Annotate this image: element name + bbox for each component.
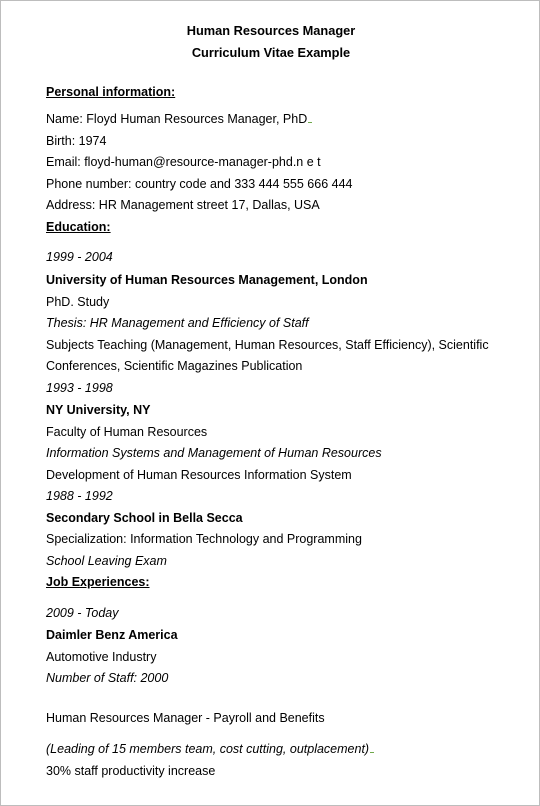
spellcheck-mark — [308, 119, 312, 123]
education-period: 1988 - 1992 — [46, 489, 113, 503]
document-subtitle: Curriculum Vitae Example — [191, 45, 351, 60]
personal-name: Name: Floyd Human Resources Manager, PhD — [46, 112, 308, 126]
personal-info-heading: Personal information: — [46, 85, 176, 99]
education-project: Development of Human Resources Information System — [46, 468, 352, 482]
job-period: 2009 - Today — [46, 606, 119, 620]
education-period: 1993 - 1998 — [46, 381, 113, 395]
document-title: Human Resources Manager — [186, 23, 356, 38]
job-industry: Automotive Industry — [46, 650, 157, 664]
spellcheck-mark — [370, 749, 374, 753]
jobs-heading: Job Experiences: — [46, 575, 150, 589]
personal-address: Address: HR Management street 17, Dallas, USA — [46, 198, 320, 212]
personal-phone: Phone number: country code and 333 444 555 666 444 — [46, 177, 353, 191]
education-school: Secondary School in Bella Secca — [46, 511, 243, 525]
education-period: 1999 - 2004 — [46, 250, 113, 264]
personal-email: Email: floyd-human@resource-manager-phd.n e t — [46, 155, 321, 169]
education-heading: Education: — [46, 220, 111, 234]
personal-birth: Birth: 1974 — [46, 134, 107, 148]
job-company: Daimler Benz America — [46, 628, 178, 642]
job-result: 30% staff productivity increase — [46, 764, 216, 778]
education-faculty: Faculty of Human Resources — [46, 425, 208, 439]
education-thesis: Thesis: HR Management and Efficiency of Staff — [46, 316, 309, 330]
education-school: University of Human Resources Management, London — [46, 273, 368, 287]
personal-name-line — [46, 111, 312, 127]
education-specialization: Specialization: Information Technology and Programming — [46, 532, 362, 546]
education-program: Information Systems and Management of Human Resources — [46, 446, 382, 460]
education-subjects-cont: Conferences, Scientific Magazines Publication — [46, 359, 303, 373]
education-degree: PhD. Study — [46, 295, 110, 309]
job-details-line — [46, 741, 374, 757]
education-subjects: Subjects Teaching (Management, Human Resources, Staff Efficiency), Scientific — [46, 338, 489, 352]
job-details: (Leading of 15 members team, cost cutting, outplacement) — [46, 742, 370, 756]
job-position: Human Resources Manager - Payroll and Benefits — [46, 711, 325, 725]
job-staff: Number of Staff: 2000 — [46, 671, 169, 685]
education-school: NY University, NY — [46, 403, 151, 417]
education-exam: School Leaving Exam — [46, 554, 167, 568]
